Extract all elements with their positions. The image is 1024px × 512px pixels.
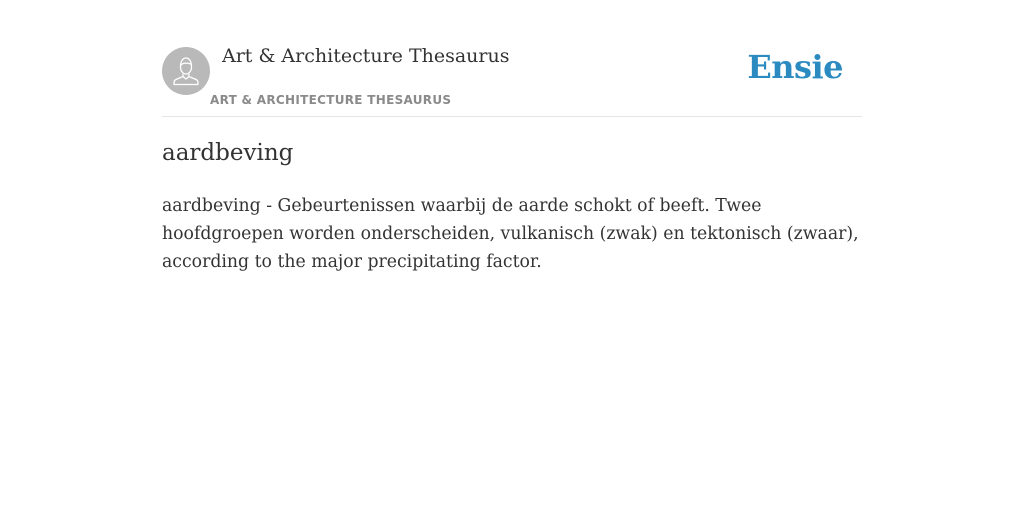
ensie-logo[interactable]: Ensie: [747, 48, 843, 86]
author-name[interactable]: Art & Architecture Thesaurus: [222, 45, 510, 67]
definition-text: aardbeving - Gebeurtenissen waarbij de aarde schokt of beeft. Twee hoofdgroepen worden onderscheiden, vulkanisch (zwak) en tektonisch (zwaar), according to the major precipitating factor.: [162, 196, 859, 272]
page-title: aardbeving: [162, 140, 294, 166]
avatar[interactable]: [162, 47, 210, 95]
author-tag[interactable]: ART & ARCHITECTURE THESAURUS: [210, 93, 452, 107]
header: [162, 0, 862, 117]
user-icon: [162, 47, 210, 95]
